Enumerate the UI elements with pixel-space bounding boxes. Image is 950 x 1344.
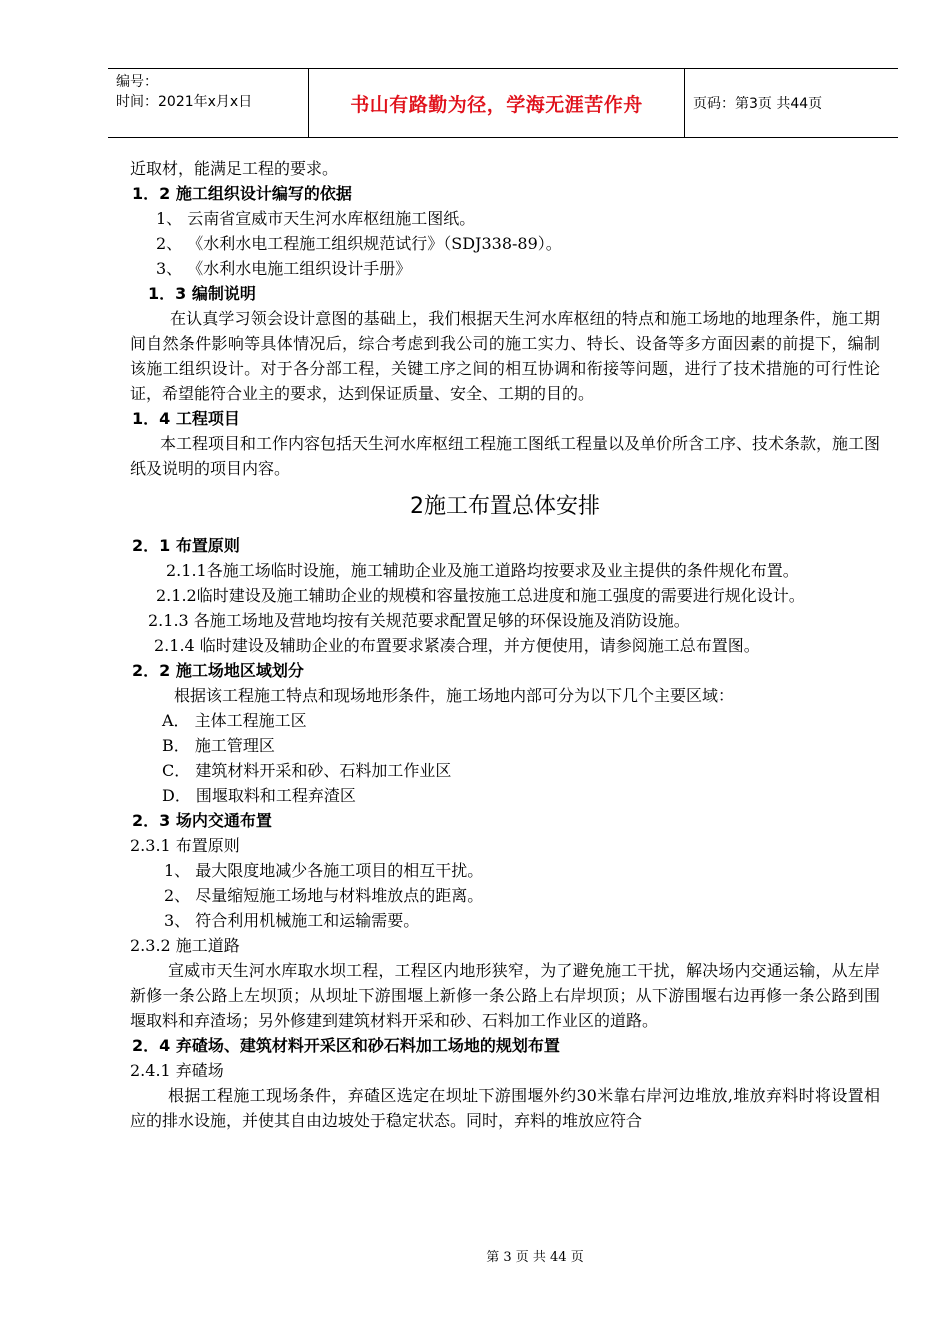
paragraph: 本工程项目和工作内容包括天生河水库枢纽工程施工图纸工程量以及单价所含工序、技术条款，施工图纸及说明的项目内容。 — [130, 434, 881, 478]
list-item: 1、 最大限度地减少各施工项目的相互干扰。 — [164, 861, 484, 880]
doc-code-label: 编号： — [116, 74, 158, 90]
page-header — [108, 68, 898, 138]
section-heading: 2．1 布置原则 — [132, 536, 240, 555]
list-item: 3、 《水利水电施工组织设计手册》 — [156, 259, 412, 278]
section-heading: 2．2 施工场地区域划分 — [132, 661, 304, 680]
paragraph: 2.1.1各施工场临时设施，施工辅助企业及施工道路均按要求及业主提供的条件规化布置。 — [166, 561, 799, 580]
paragraph: 2.1.2临时建设及施工辅助企业的规模和容量按施工总进度和施工强度的需要进行规化设计。 — [156, 586, 805, 605]
list-item: D． 围堰取料和工程弃渣区 — [162, 786, 356, 805]
list-item: A． 主体工程施工区 — [162, 711, 307, 730]
text-line: 2.1.3 各施工场地及营地均按有关规范要求配置足够的环保设施及消防设施。 — [148, 611, 690, 630]
paragraph: 根据工程施工现场条件，弃碴区选定在坝址下游围堰外约30米靠右岸河边堆放,堆放弃料时将设置相应的排水设施，并使其自由边坡处于稳定状态。同时，弃料的堆放应符合 — [130, 1086, 880, 1130]
paragraph: 在认真学习领会设计意图的基础上，我们根据天生河水库枢纽的特点和施工场地的地理条件，施工期间自然条件影响等具体情况后，综合考虑到我公司的施工实力、特长、设备等多方面因素的前提下，编制该施工组织设计。对于各分部工程，关键工序之间的相互协调和衔接等问题，进行了技术措施的可行性论证，希望能符合业主的要求，达到保证质量、安全、工期的目的。 — [130, 309, 880, 403]
header-meta — [108, 69, 309, 137]
text-line: 根据该工程施工特点和现场地形条件，施工场地内部可分为以下几个主要区域： — [174, 686, 735, 705]
text-line: 近取材，能满足工程的要求。 — [130, 159, 339, 178]
page-footer: 第 3 页 共 44 页 — [486, 1250, 584, 1265]
text-line: 2.1.4 临时建设及辅助企业的布置要求紧凑合理，并方便使用，请参阅施工总布置图。 — [154, 636, 760, 655]
section-heading: 1．2 施工组织设计编写的依据 — [132, 184, 352, 203]
header-motto: 书山有路勤为径，学海无涯苦作舟 — [309, 69, 685, 137]
paragraph: 宣威市天生河水库取水坝工程，工程区内地形狭窄，为了避免施工干扰，解决场内交通运输，从左岸新修一条公路上左坝顶；从坝址下游围堰上新修一条公路上右岸坝顶；从下游围堰右边再修一条公路到围堰取料和弃渣场；另外修建到建筑材料开采和砂、石料加工作业区的道路。 — [130, 961, 880, 1030]
subsection-heading: 2.4.1 弃碴场 — [130, 1061, 224, 1080]
document-body — [130, 156, 880, 1133]
header-page-info: 页码：第3页 共44页 — [693, 96, 823, 112]
section-heading: 2．3 场内交通布置 — [132, 811, 272, 830]
list-item: 2、 尽量缩短施工场地与材料堆放点的距离。 — [164, 886, 484, 905]
subsection-heading: 2.3.2 施工道路 — [130, 936, 240, 955]
chapter-title: 2施工布置总体安排 — [410, 494, 600, 519]
section-heading: 2．4 弃碴场、建筑材料开采区和砂石料加工场地的规划布置 — [132, 1036, 560, 1055]
doc-date-label: 时间：2021年x月x日 — [116, 94, 253, 110]
section-heading: 1．4 工程项目 — [132, 409, 240, 428]
subsection-heading: 2.3.1 布置原则 — [130, 836, 240, 855]
section-heading: 1．3 编制说明 — [148, 284, 256, 303]
list-item: C． 建筑材料开采和砂、石料加工作业区 — [162, 761, 452, 780]
list-item: 2、 《水利水电工程施工组织规范试行》（SDJ338-89）。 — [156, 234, 562, 253]
list-item: 3、 符合利用机械施工和运输需要。 — [164, 911, 420, 930]
list-item: 1、 云南省宣威市天生河水库枢纽施工图纸。 — [156, 209, 476, 228]
list-item: B． 施工管理区 — [162, 736, 275, 755]
